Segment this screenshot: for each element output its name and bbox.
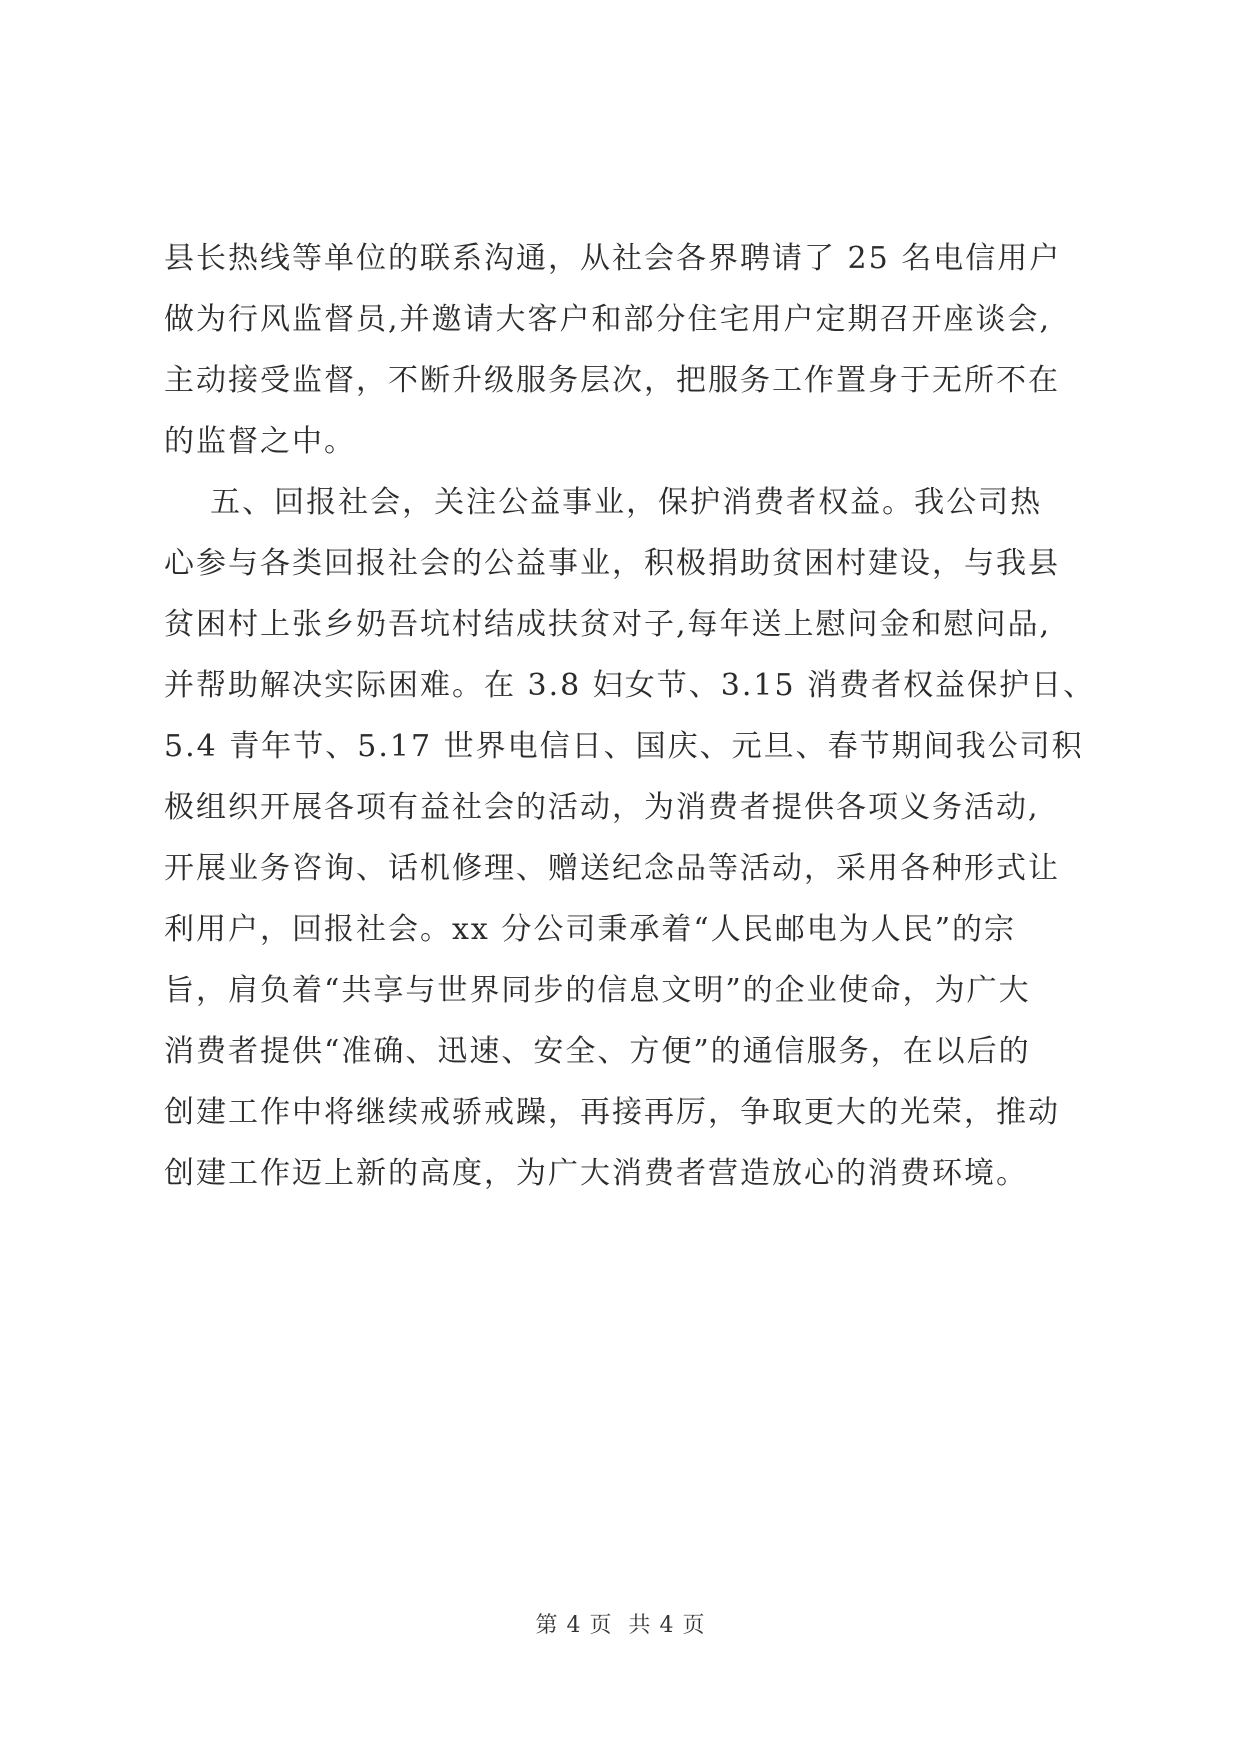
text-line: 主动接受监督，不断升级服务层次，把服务工作置身于无所不在 (164, 363, 1060, 398)
text-line: 5.4 青年节、5.17 世界电信日、国庆、元旦、春节期间我公司积 (164, 729, 1084, 764)
body-text (164, 228, 1124, 1204)
text-line: 创建工作中将继续戒骄戒躁，再接再厉，争取更大的光荣，推动 (164, 1095, 1060, 1130)
page-footer: 第 4 页 共 4 页 (535, 1613, 706, 1638)
text-line: 做为行风监督员,并邀请大客户和部分住宅用户定期召开座谈会, (164, 302, 1052, 337)
text-line: 利用户，回报社会。xx 分公司秉承着“人民邮电为人民”的宗 (164, 912, 1017, 947)
text-line: 的监督之中。 (164, 424, 356, 459)
text-line: 县长热线等单位的联系沟通，从社会各界聘请了 25 名电信用户 (164, 241, 1062, 276)
text-line: 贫困村上张乡奶吾坑村结成扶贫对子,每年送上慰问金和慰问品, (164, 607, 1052, 642)
text-line: 心参与各类回报社会的公益事业，积极捐助贫困村建设，与我县 (164, 546, 1060, 581)
text-line: 旨，肩负着“共享与世界同步的信息文明”的企业使命，为广大 (164, 973, 1031, 1008)
text-line: 消费者提供“准确、迅速、安全、方便”的通信服务，在以后的 (164, 1034, 1031, 1069)
text-line: 五、回报社会，关注公益事业，保护消费者权益。我公司热 (164, 485, 1043, 520)
text-line: 开展业务咨询、话机修理、赠送纪念品等活动，采用各种形式让 (164, 851, 1060, 886)
text-line: 极组织开展各项有益社会的活动，为消费者提供各项义务活动, (164, 790, 1040, 825)
text-line: 并帮助解决实际困难。在 3.8 妇女节、3.15 消费者权益保护日、 (164, 668, 1096, 703)
text-line: 创建工作迈上新的高度，为广大消费者营造放心的消费环境。 (164, 1156, 1028, 1191)
